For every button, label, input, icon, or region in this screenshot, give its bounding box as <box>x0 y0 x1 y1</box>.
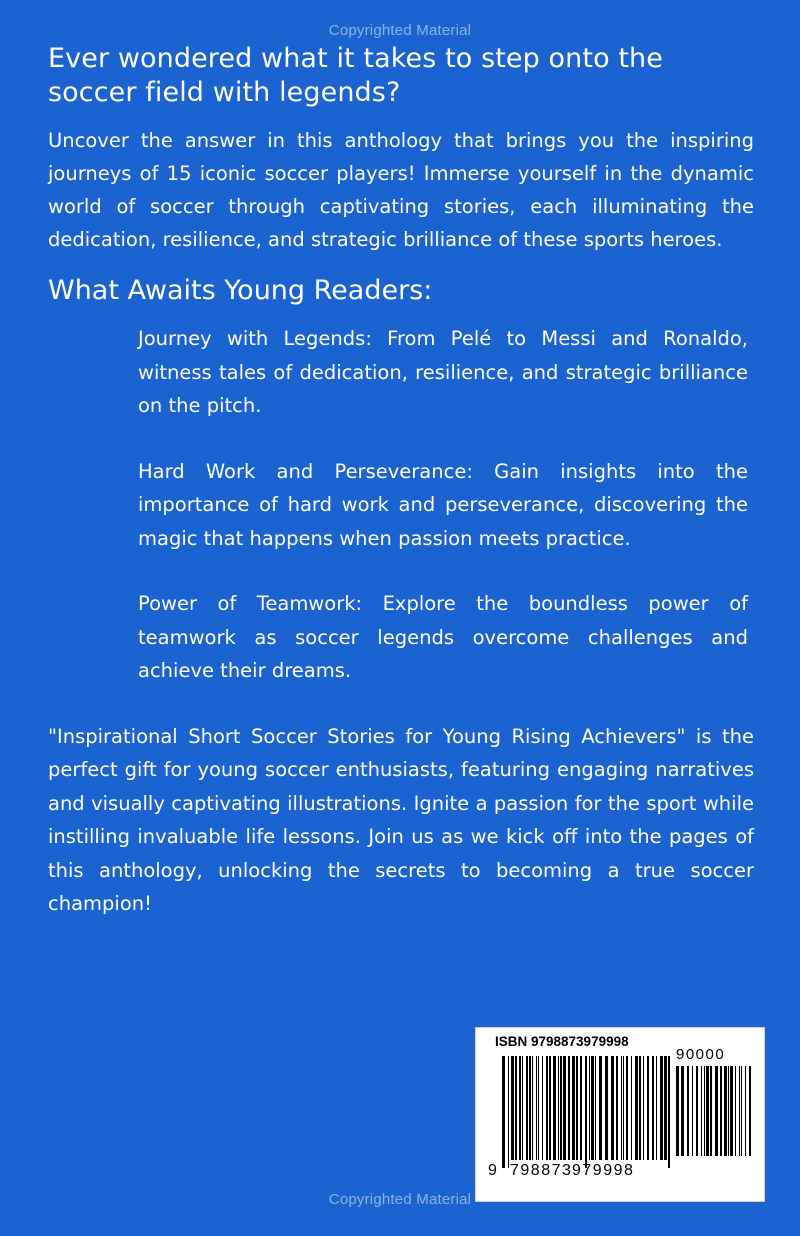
barcode-bar <box>605 1056 608 1160</box>
closing-paragraph: "Inspirational Short Soccer Stories for Young Rising Achievers" is the perfect gift for young soccer enthusiasts, featuring engaging narratives and visually captivating illustrations. Ignite a passion for the sport while instilling invaluable life lessons. Join us as we kick off into the pages of this anthology, unlocking the secrets to becoming a true soccer champion! <box>48 724 754 915</box>
barcode-bar <box>706 1066 709 1156</box>
barcode-bars-addon <box>676 1066 752 1164</box>
barcode-bar <box>591 1056 594 1160</box>
barcode-bars-main <box>502 1056 670 1168</box>
barcode-bar <box>536 1056 537 1160</box>
barcode-bar <box>631 1056 632 1160</box>
barcode-bar <box>715 1066 718 1156</box>
barcode-digits-right: 979998 <box>572 1162 635 1179</box>
barcode-bar <box>538 1056 539 1160</box>
barcode-bar <box>572 1056 575 1160</box>
barcode-bar <box>519 1056 521 1160</box>
barcode-bar <box>696 1066 698 1156</box>
barcode-bar <box>522 1056 523 1160</box>
barcode-bar <box>549 1056 551 1160</box>
barcode-bar <box>668 1056 670 1168</box>
barcode-bar <box>585 1056 587 1168</box>
barcode-bar <box>710 1066 712 1156</box>
barcode-bar <box>542 1056 543 1160</box>
barcode-bar <box>676 1066 679 1156</box>
barcode-bar <box>724 1066 727 1156</box>
barcode-bar <box>580 1056 582 1160</box>
intro-paragraph: Uncover the answer in this anthology that brings you the inspiring journeys of 15 iconic soccer players! Immerse yourself in the dynamic world of soccer through captivating stories, each illuminating the dedication, resilience, and strategic brilliance of these sports heroes. <box>48 129 754 251</box>
barcode-bar <box>720 1066 722 1156</box>
barcode-bar <box>511 1056 514 1160</box>
barcode-bar <box>502 1056 505 1168</box>
watermark-top: Copyrighted Material <box>328 22 472 39</box>
barcode-bar <box>639 1056 641 1160</box>
barcode-bar <box>529 1056 531 1160</box>
feature-item: Journey with Legends: From Pelé to Messi and Ronaldo, witness tales of dedication, resilience, and strategic brilliance on the pitch. <box>138 327 748 417</box>
barcode-bar <box>664 1056 667 1160</box>
barcode-bar <box>621 1056 622 1160</box>
barcode-bar <box>611 1056 614 1160</box>
barcode-bar <box>515 1056 517 1160</box>
barcode-bar <box>692 1066 693 1156</box>
barcode-bar <box>687 1066 689 1156</box>
barcode-bar <box>558 1056 559 1160</box>
back-cover-text <box>48 42 754 921</box>
barcode-bar <box>532 1056 533 1160</box>
barcode-bar <box>568 1056 570 1160</box>
barcode-bar <box>546 1056 548 1160</box>
feature-list <box>138 322 748 688</box>
barcode-bar <box>735 1066 736 1156</box>
barcode-bar <box>563 1056 566 1160</box>
barcode-bar <box>635 1056 638 1160</box>
isbn-label: ISBN 9798873979998 <box>495 1034 629 1049</box>
barcode-bar <box>560 1056 562 1160</box>
barcode-bar <box>599 1056 602 1160</box>
barcode-bar <box>745 1066 746 1156</box>
barcode-bar <box>681 1066 684 1156</box>
barcode-bar <box>660 1056 663 1160</box>
barcode-bar <box>508 1056 509 1168</box>
barcode-digit-first: 9 <box>488 1162 499 1179</box>
barcode-bar <box>749 1066 751 1156</box>
feature-item: Power of Teamwork: Explore the boundless power of teamwork as soccer legends overcome challenges and achieve their dreams. <box>138 592 748 682</box>
watermark-bottom: Copyrighted Material <box>328 1191 472 1208</box>
barcode-bar <box>656 1056 657 1160</box>
barcode-bar <box>652 1056 654 1160</box>
barcode-bar <box>576 1056 578 1160</box>
barcode-bar <box>526 1056 528 1160</box>
barcode-bar <box>595 1056 596 1160</box>
barcode-bar <box>701 1066 702 1156</box>
barcode-bar <box>647 1056 649 1160</box>
barcode-bar <box>643 1056 644 1160</box>
barcode-digits-left: 798873 <box>510 1162 573 1179</box>
price-code: 90000 <box>676 1046 726 1063</box>
barcode-bar <box>728 1066 729 1156</box>
barcode-bar <box>626 1056 628 1160</box>
barcode-bar <box>730 1066 733 1156</box>
barcode-bar <box>553 1056 556 1160</box>
feature-item: Hard Work and Perseverance: Gain insights into the importance of hard work and perseverance, discovering the magic that happens when passion meets practice. <box>138 459 748 550</box>
isbn-barcode <box>475 1027 765 1202</box>
barcode-bar <box>741 1066 742 1156</box>
subheading: What Awaits Young Readers: <box>48 275 433 306</box>
barcode-bar <box>704 1066 705 1156</box>
barcode-bar <box>616 1056 618 1160</box>
headline: Ever wondered what it takes to step onto the soccer field with legends? <box>48 43 663 108</box>
barcode-bar <box>623 1056 624 1160</box>
barcode-bar <box>589 1056 590 1160</box>
barcode-bar <box>739 1066 740 1156</box>
